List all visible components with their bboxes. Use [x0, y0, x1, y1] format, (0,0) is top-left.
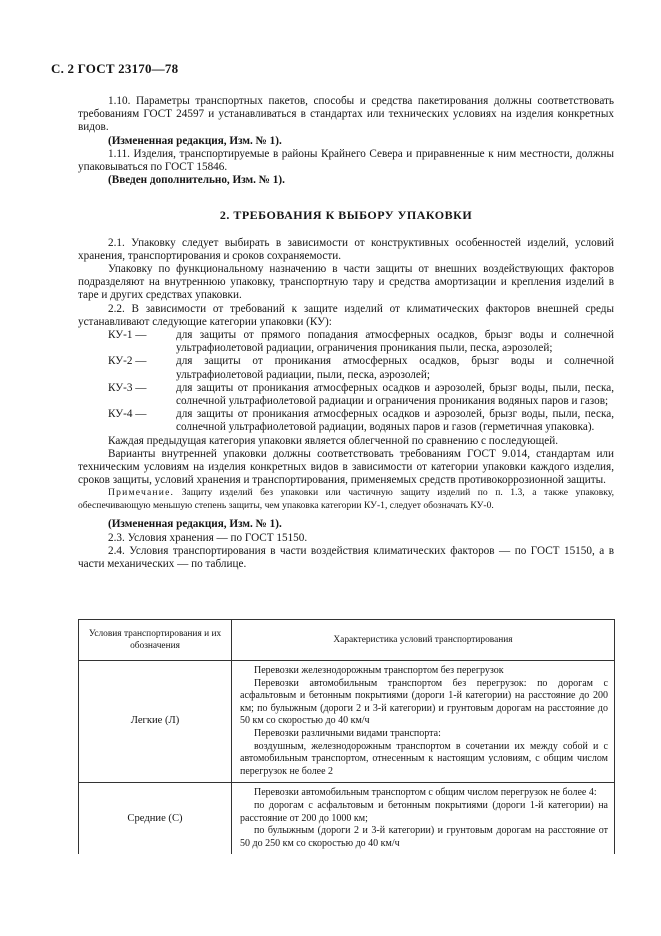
- note-text: Защиту изделий без упаковки или частичную защиту изделий по п. 1.3, а также упаковку, обеспечивающую меньшую степень защиты, чем упаковка категории КУ-1, следует обозначать КУ-0.: [78, 487, 614, 511]
- section-2-title: 2. ТРЕБОВАНИЯ К ВЫБОРУ УПАКОВКИ: [219, 208, 473, 223]
- ku-item: [78, 408, 614, 434]
- page-header: С. 2 ГОСТ 23170—78: [51, 61, 179, 76]
- condition-cell: Средние (С): [79, 783, 232, 854]
- ku-item: [78, 355, 614, 381]
- paragraph-variants: Варианты внутренней упаковки должны соответствовать требованиям ГОСТ 9.014, стандартам или техническим условиям на изделия конкретных видов в зависимости от категории упаковки каждого изделия, сроков защиты, условий хранения и транспортирования, применяемых средств противокоррозионной защиты.: [78, 447, 614, 487]
- transport-conditions-table: [78, 619, 615, 854]
- added-note-1: (Введен дополнительно, Изм. № 1).: [108, 174, 285, 187]
- characteristic-line: Перевозки железнодорожным транспортом без перегрузок: [254, 665, 504, 676]
- ku-code: КУ-3 —: [108, 381, 147, 394]
- clause-2-1: 2.1. Упаковку следует выбирать в зависимости от конструктивных особенностей изделий, условий хранения, транспортирования и сроков сохраняемости.: [78, 236, 614, 262]
- ku-code: КУ-2 —: [108, 355, 147, 368]
- note: [78, 487, 614, 512]
- characteristic-line: по дорогам с асфальтовым и бетонным покрытиями (дороги 1-й категории) на расстояние от 200 до 1000 км;: [240, 799, 608, 824]
- ku-text: для защиты от проникания атмосферных осадков и аэрозолей, брызг воды, пыли, песка, солнечной ультрафиолетовой радиации и ограничения проникания водяных паров и газов;: [176, 381, 614, 408]
- ku-text: для защиты от проникания атмосферных осадков и аэрозолей, брызг воды, пыли, песка, солнечной ультрафиолетовой радиации, водяных паров и газов (герметичная упаковка).: [176, 408, 614, 434]
- note-label: Примечание.: [108, 487, 175, 499]
- ku-item: [78, 329, 614, 355]
- ku-code: КУ-1 —: [108, 329, 147, 342]
- ku-text: для защиты от проникания атмосферных осадков, брызг воды и солнечной ультрафиолетовой радиации, пыли, песка, аэрозолей;: [176, 355, 614, 381]
- clause-2-2: 2.2. В зависимости от требований к защите изделий от климатических факторов внешней среды устанавливают следующие категории упаковки (КУ):: [78, 302, 614, 328]
- ku-text: для защиты от прямого попадания атмосферных осадков, брызг воды и солнечной ультрафиолетовой радиации, ограничения проникания пыли, песка, аэрозолей;: [176, 329, 614, 355]
- ku-item: [78, 382, 614, 408]
- document-body: [78, 95, 614, 571]
- characteristic-line: Перевозки автомобильным транспортом без перегрузок: по дорогам с асфальтовым и бетонным покрытиями (дороги 1-й категории) на расстояние до 200 км; по булыжным (дороги 2 и 3-й категории) и грунтовым дорогам на расстояние до 50 км со скоростью до 40 км/ч: [240, 677, 608, 727]
- paragraph-each-category: Каждая предыдущая категория упаковки является облегченной по сравнению с последующей.: [108, 434, 559, 447]
- characteristic-line: Перевозки автомобильным транспортом с общим числом перегрузок не более 4:: [254, 787, 597, 799]
- clause-1-10: 1.10. Параметры транспортных пакетов, способы и средства пакетирования должны соответствовать требованиям ГОСТ 24597 и устанавливаться в стандартах или технических условиях на изделия конкретных видов.: [78, 95, 614, 134]
- condition-cell: Легкие (Л): [79, 661, 232, 783]
- column-header-characteristics: Характеристика условий транспортирования: [232, 620, 615, 661]
- column-header-conditions: Условия транспортирования и их обозначения: [79, 620, 232, 661]
- clause-2-4: 2.4. Условия транспортирования в части воздействия климатических факторов — по ГОСТ 15150, а в части механических — по таблице.: [78, 544, 614, 570]
- table-header-row: [79, 620, 615, 661]
- table-row: [79, 783, 615, 854]
- table-row: [79, 661, 615, 783]
- paragraph-functional: Упаковку по функциональному назначению в части защиты от внешних воздействующих факторов подразделяют на внутреннюю упаковку, транспортную тару и средства амортизации и крепления изделий в таре и других средствах упаковки.: [78, 263, 614, 302]
- characteristics-cell: [232, 661, 615, 783]
- ku-code: КУ-4 —: [108, 408, 147, 421]
- clause-1-11: 1.11. Изделия, транспортируемые в районы Крайнего Севера и приравненные к ним местности, должны упаковываться по ГОСТ 15846.: [78, 147, 614, 174]
- characteristic-line: воздушным, железнодорожным транспортом в сочетании их между собой и с автомобильным транспортом, отнесенным к настоящим условиям, с общим числом перегрузок не более 2: [240, 740, 608, 777]
- characteristics-cell: [232, 783, 615, 854]
- edit-note-2: (Измененная редакция, Изм. № 1).: [108, 518, 282, 531]
- edit-note-1: (Измененная редакция, Изм. № 1).: [108, 134, 282, 147]
- characteristic-line: по булыжным (дороги 2 и 3-й категории) и грунтовым дорогам на расстояние от 50 до 250 км со скоростью до 40 км/ч: [240, 825, 608, 849]
- clause-2-3: 2.3. Условия хранения — по ГОСТ 15150.: [108, 531, 308, 544]
- characteristic-line: Перевозки различными видами транспорта:: [254, 727, 441, 739]
